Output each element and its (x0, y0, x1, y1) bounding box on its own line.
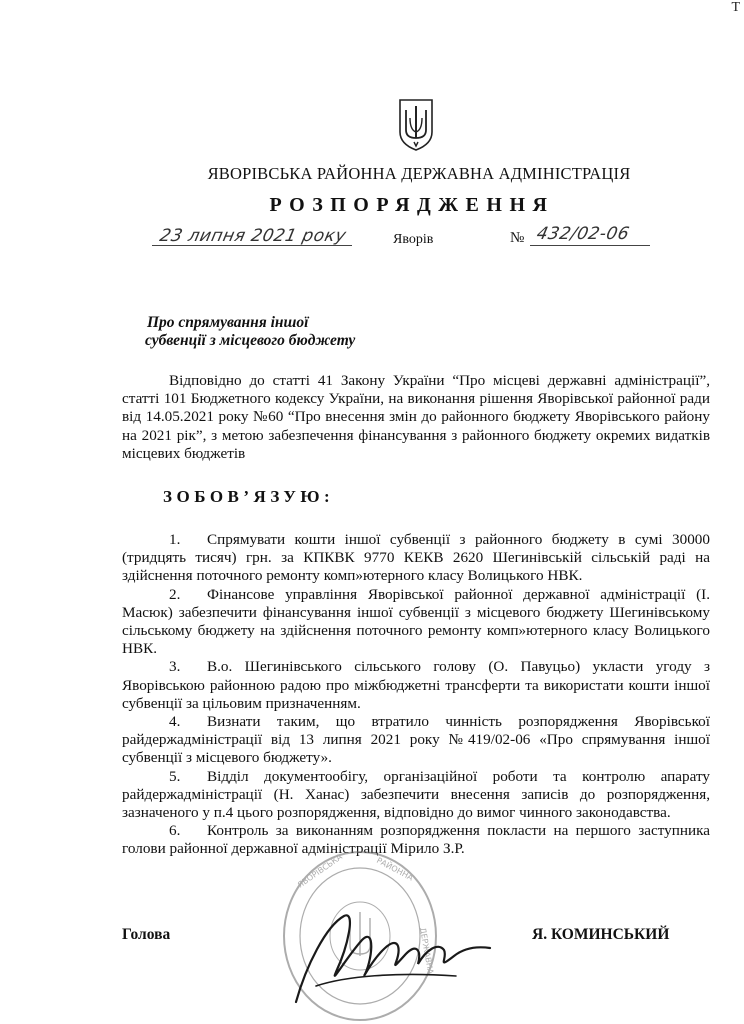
order-items (122, 531, 710, 859)
item-text: Фінансове управління Яворівської районної державної адміністрації (І. Масюк) забезпечити фінансування іншої субвенції з місцевого бюджету Шегинівському сільському бюджету на здійснення поточного ремонту комп»ютерного класу Волицького НВК. (122, 585, 710, 658)
order-item-5 (122, 768, 710, 823)
item-number: 3. (169, 658, 181, 676)
resolve-heading: ЗОБОВ’ЯЗУЮ: (163, 487, 335, 506)
item-number: 1. (169, 531, 181, 548)
svg-text:ЯВОРІВСЬКА: ЯВОРІВСЬКА (295, 852, 344, 890)
item-text: Визнати таким, що втратило чинність розпорядження Яворівської райдержадміністрації від 13 липня 2021 року №419/02-06 «Про спрямування іншої субвенції з місцевого бюджету». (122, 713, 710, 767)
document-date: 23 липня 2021 року (157, 226, 349, 246)
item-text: В.о. Шегинівського сільського голову (О. Павуцьо) укласти угоду з Яворівською районною радою про міжбюджетні трансферти та використати кошти іншої субвенції за цільовим призначенням. (122, 658, 710, 712)
item-number: 6. (169, 822, 181, 840)
organization-name: ЯВОРІВСЬКА РАЙОННА ДЕРЖАВНА АДМІНІСТРАЦІЯ (207, 164, 631, 183)
number-sign: № (510, 230, 525, 246)
preamble-paragraph: Відповідно до статті 41 Закону України “Про місцеві державні адміністрації”, статті 101 Бюджетного кодексу України, на виконання рішення Яворівської районної ради від 14.05.2021 року №60 “Про внесення змін до районного бюджету Яворівського району на 2021 рік”, з метою забезпечення фінансування з районного бюджету окремих видатків місцевих бюджетів (122, 372, 710, 462)
document-subject (147, 314, 355, 350)
item-text: Спрямувати кошти іншої субвенції з районного бюджету в сумі 30000 (тридцять тисяч) грн. за КПКВК 9770 КЕКВ 2620 Шегинівській сільській раді на здійснення поточного ремонту комп»ютерного класу Волицького НВК. (122, 531, 710, 585)
item-number: 5. (169, 767, 181, 785)
trident-emblem-icon (396, 96, 436, 152)
item-number: 4. (169, 713, 181, 731)
subject-line-1: Про спрямування іншої (147, 314, 309, 331)
svg-text:ДЕРЖАВНА: ДЕРЖАВНА (418, 926, 436, 975)
date-underline (152, 245, 352, 246)
signer-name: Я. КОМИНСЬКИЙ (532, 926, 670, 943)
document-type: РОЗПОРЯДЖЕННЯ (269, 194, 555, 216)
svg-text:РАЙОННА: РАЙОННА (375, 855, 415, 883)
signer-title: Голова (122, 926, 171, 943)
item-number: 2. (169, 585, 181, 603)
document-place: Яворів (393, 232, 434, 247)
order-item-3 (122, 658, 710, 713)
order-item-2 (122, 586, 710, 659)
order-item-4 (122, 713, 710, 768)
order-item-1 (122, 531, 710, 586)
handwritten-signature-icon (286, 906, 496, 1016)
number-underline (530, 245, 650, 246)
item-text: Відділ документообігу, організаційної роботи та контролю апарату райдержадміністрації (Н. Ханас) забезпечити внесення записів до розпорядження, зазначеного у п.4 цього розпорядження, відповідно до вимог чинного законодавства. (122, 767, 710, 822)
item-text: Контроль за виконанням розпорядження покласти на першого заступника голови районної державної адміністрації Мірило З.Р. (122, 822, 710, 858)
subject-line-2: субвенції з місцевого бюджету (145, 332, 356, 349)
document-number: 432/02-06 (534, 224, 632, 244)
corner-mark: Т (731, 0, 740, 15)
